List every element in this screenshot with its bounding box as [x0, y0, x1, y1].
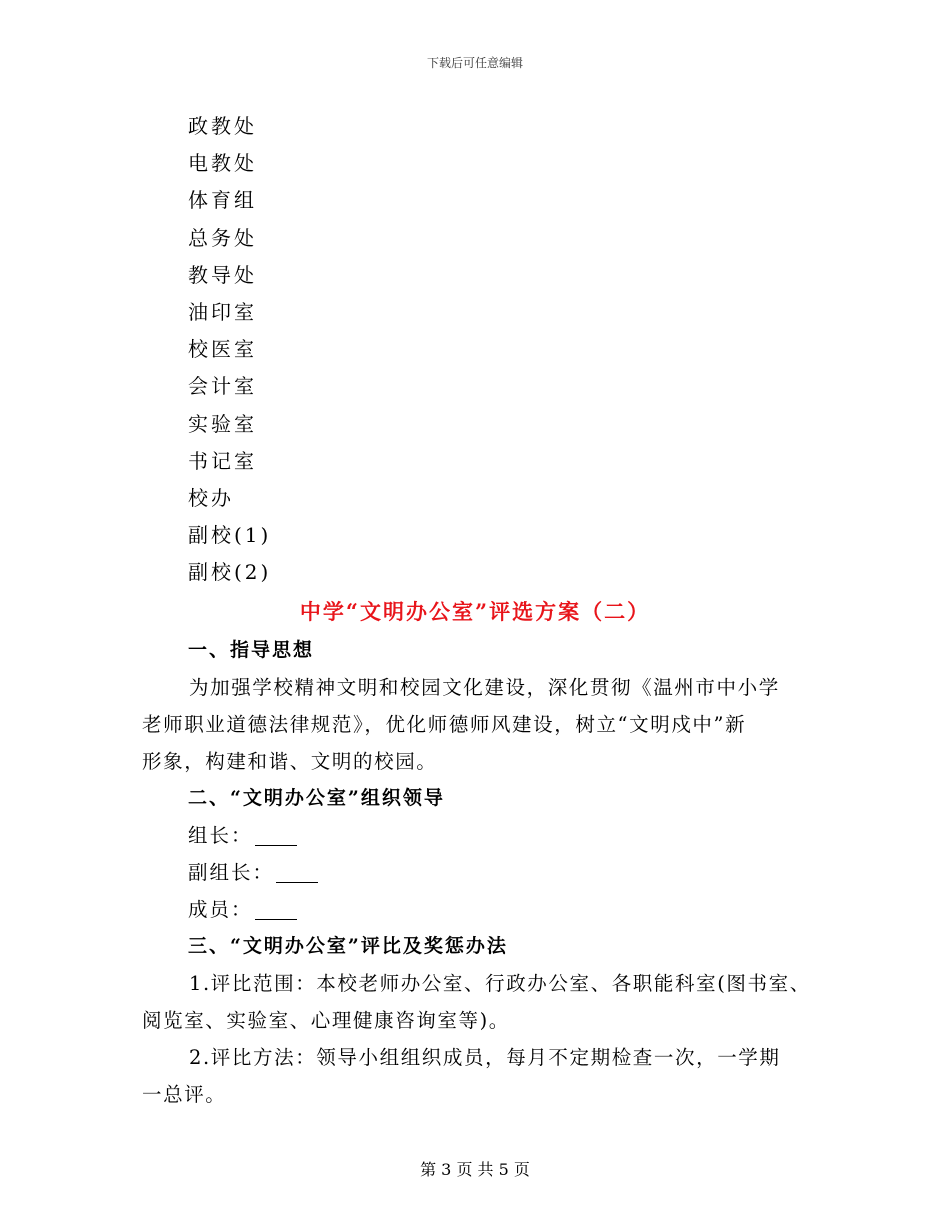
- evaluation-method-paragraph: [142, 1039, 822, 1113]
- list-item: 校医室: [188, 337, 257, 362]
- paragraph-line: 老师职业道德法律规范》，优化师德师风建设，树立“文明戍中”新: [142, 713, 747, 737]
- deputy-leader-label: 副组长：: [188, 861, 275, 885]
- list-item: 会计室: [188, 374, 257, 399]
- document-body: [0, 108, 950, 1113]
- list-item: 副校(2): [188, 560, 272, 585]
- paragraph-line: 2.评比方法：领导小组组织成员，每月不定期检查一次，一学期: [189, 1046, 781, 1070]
- paragraph-line: 为加强学校精神文明和校园文化建设，深化贯彻《温州市中小学: [189, 676, 780, 700]
- paragraph-line: 阅览室、实验室、心理健康咨询室等)。: [142, 1009, 510, 1033]
- list-item: 政教处: [188, 114, 257, 138]
- list-item: 校办: [188, 485, 234, 510]
- document-title: 中学“文明办公室”评选方案（二）: [299, 599, 651, 625]
- paragraph-line: 形象，构建和谐、文明的校园。: [142, 750, 438, 774]
- section-heading-guiding-thought: 一、指导思想: [188, 639, 315, 662]
- list-item: 电教处: [188, 151, 257, 176]
- list-item: 体育组: [188, 188, 257, 213]
- guiding-thought-paragraph: [142, 669, 822, 780]
- list-item: 副校(1): [188, 523, 272, 548]
- deputy-leader-blank: [276, 860, 318, 883]
- list-item: 书记室: [188, 448, 257, 473]
- leader-label: 组长：: [188, 824, 253, 848]
- list-item: 教导处: [188, 262, 257, 287]
- paragraph-line: 一总评。: [142, 1083, 227, 1107]
- evaluation-scope-paragraph: [142, 965, 822, 1039]
- leader-blank: [255, 823, 297, 846]
- list-item: 油印室: [188, 299, 257, 324]
- paragraph-line: 1.评比范围：本校老师办公室、行政办公室、各职能科室(图书室、: [189, 972, 811, 996]
- section-heading-organization: 二、“文明办公室”组织领导: [188, 787, 445, 810]
- deputy-leader-field: [188, 854, 950, 891]
- members-blank: [255, 897, 297, 920]
- list-item: 实验室: [188, 411, 257, 436]
- office-list: [0, 108, 950, 591]
- leader-field: [188, 817, 950, 854]
- members-label: 成员：: [188, 898, 253, 922]
- list-item: 总务处: [188, 225, 257, 250]
- page-header: 下载后可任意编辑: [426, 56, 523, 70]
- section-heading-evaluation: 三、“文明办公室”评比及奖惩办法: [188, 935, 508, 958]
- members-field: [188, 891, 950, 928]
- page-footer: 第 3 页 共 5 页: [420, 1160, 530, 1179]
